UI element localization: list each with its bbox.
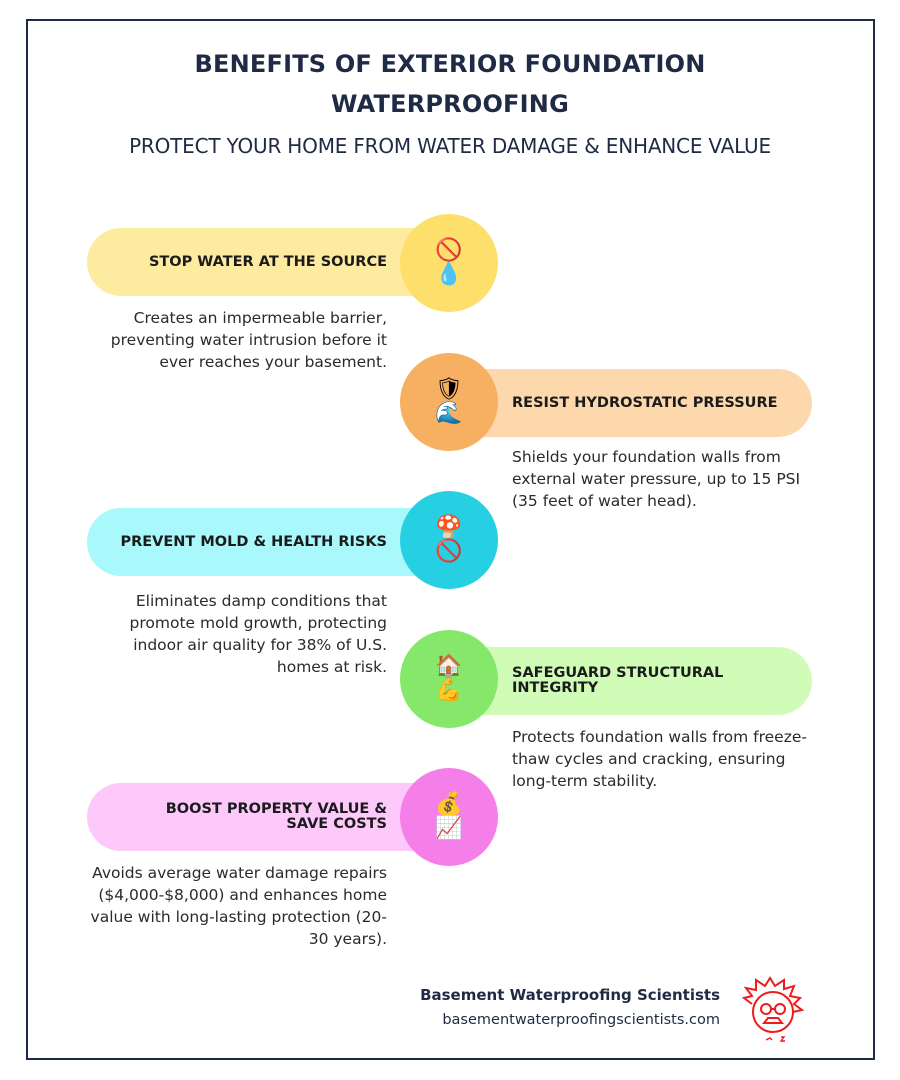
wave-icon: 🌊	[435, 401, 463, 426]
house-icon: 🏠	[435, 654, 463, 679]
money-bag-icon: 💰	[435, 792, 463, 817]
benefit-icon-circle	[400, 214, 498, 312]
benefit-pill-property-value	[87, 783, 447, 851]
benefit-description: Protects foundation walls from freeze-thaw cycles and cracking, ensuring long-term stability.	[512, 728, 807, 790]
benefit-title: BOOST PROPERTY VALUE & SAVE COSTS	[165, 801, 387, 832]
benefit-title: PREVENT MOLD & HEALTH RISKS	[120, 533, 387, 550]
benefit-title: SAFEGUARD STRUCTURAL INTEGRITY	[512, 665, 724, 696]
benefit-icon-circle	[400, 630, 498, 728]
no-entry-icon: 🚫	[435, 238, 463, 263]
benefit-pill-stop-water	[87, 228, 447, 296]
no-entry-icon: 🚫	[435, 539, 463, 564]
benefit-description: Creates an impermeable barrier, preventing water intrusion before it ever reaches your basement.	[110, 309, 387, 371]
benefit-icon-circle	[400, 353, 498, 451]
title-line-1: BENEFITS OF EXTERIOR FOUNDATION	[194, 50, 706, 78]
flexed-bicep-icon: 💪	[435, 678, 463, 703]
mushroom-icon: 🍄	[435, 515, 463, 540]
company-url[interactable]: basementwaterproofingscientists.com	[442, 1012, 720, 1028]
page-subtitle: PROTECT YOUR HOME FROM WATER DAMAGE & ENHANCE VALUE	[129, 134, 771, 158]
chart-increasing-icon: 📈	[435, 816, 463, 841]
benefit-description: Shields your foundation walls from external water pressure, up to 15 PSI (35 feet of water head).	[512, 448, 801, 510]
benefit-icon-circle	[400, 491, 498, 589]
benefit-description: Avoids average water damage repairs ($4,000-$8,000) and enhances home value with long-lasting protection (20-30 years).	[90, 864, 387, 948]
droplet-icon: 💧	[435, 262, 463, 287]
benefit-title: STOP WATER AT THE SOURCE	[148, 253, 387, 270]
benefit-icon-circle	[400, 768, 498, 866]
scientist-face-logo-icon	[740, 976, 806, 1044]
shield-icon: 🛡	[435, 377, 463, 402]
company-name: Basement Waterproofing Scientists	[420, 986, 720, 1004]
benefit-pill-hydrostatic	[450, 369, 812, 437]
benefit-pill-mold	[87, 508, 447, 576]
title-line-2: WATERPROOFING	[331, 90, 569, 118]
benefit-description: Eliminates damp conditions that promote mold growth, protecting indoor air quality for 38% of U.S. homes at risk.	[129, 592, 387, 676]
benefit-pill-structural	[450, 647, 812, 715]
page-title	[0, 44, 900, 124]
benefit-title: RESIST HYDROSTATIC PRESSURE	[512, 394, 778, 411]
